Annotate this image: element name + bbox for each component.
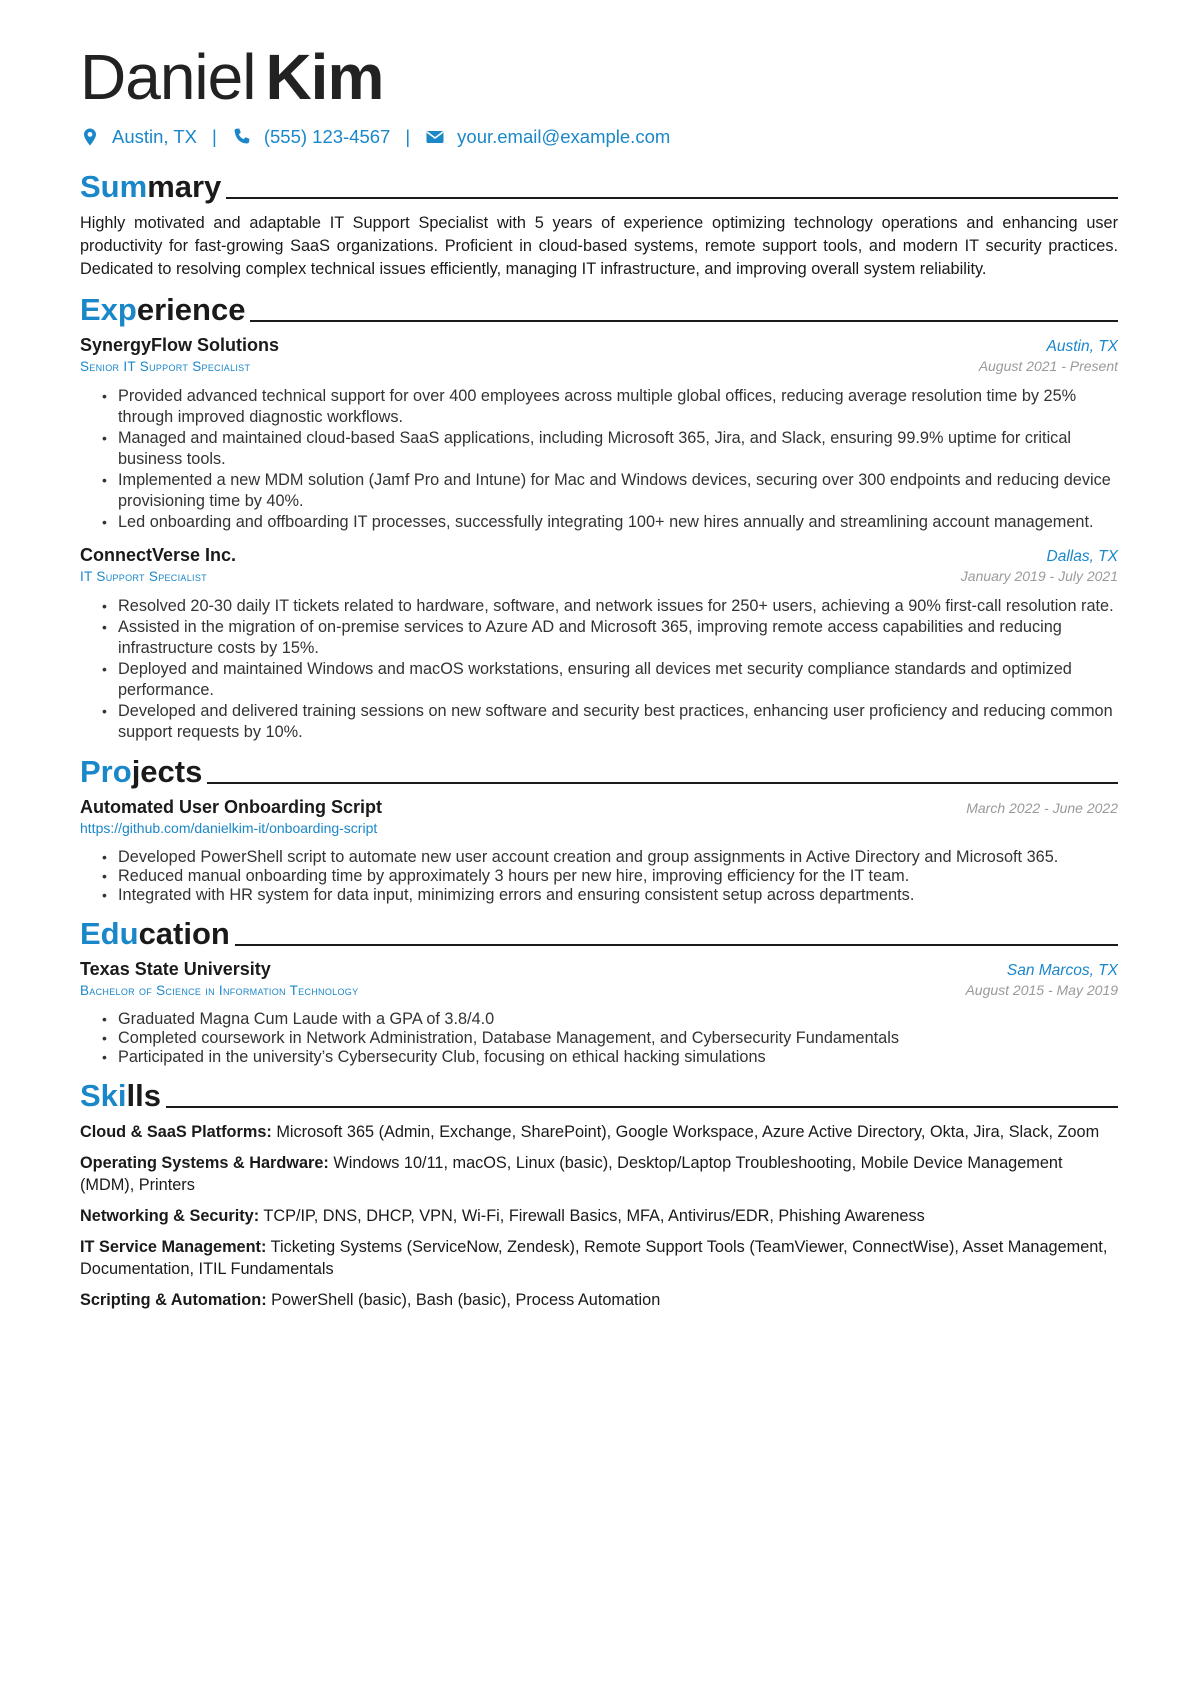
experience-entry [80,335,1118,533]
bullet-item: • Participated in the university’s Cybersecurity Club, focusing on ethical hacking simulations [118,1048,1118,1067]
skill-row [80,1289,1118,1311]
job-dates: January 2019 - July 2021 [960,568,1118,584]
bullet-item: • Managed and maintained cloud-based SaaS applications, including Microsoft 365, Jira, and Slack, ensuring 99.9% uptime for critical business tools. [118,428,1118,470]
projects-heading-accent: Pro [80,754,132,789]
project-entry [80,797,1118,905]
bullet-item: • Deployed and maintained Windows and macOS workstations, ensuring all devices met security compliance standards and optimized performance. [118,659,1118,701]
first-name: Daniel [80,41,256,113]
job-bullets [80,596,1118,743]
summary-heading-accent: Sum [80,169,148,204]
location-text: Austin, TX [112,126,198,147]
job-bullets [80,386,1118,533]
last-name: Kim [265,41,384,113]
skill-value: Microsoft 365 (Admin, Exchange, SharePoint), Google Workspace, Azure Active Directory, Okta, Jira, Slack, Zoom [276,1123,1100,1141]
bullet-item: • Implemented a new MDM solution (Jamf Pro and Intune) for Mac and Windows devices, securing over 300 endpoints and reducing device provisioning time by 40%. [118,470,1118,512]
school-location: San Marcos, TX [1006,962,1118,979]
bullet-item: • Completed coursework in Network Administration, Database Management, and Cybersecurity Fundamentals [118,1029,1118,1048]
section-heading-skills [80,1079,1118,1113]
contact-bar [80,126,1118,148]
skill-label: Networking & Security: [80,1207,260,1225]
skill-value: PowerShell (basic), Bash (basic), Process Automation [271,1291,661,1309]
section-heading-education [80,917,1118,951]
section-heading-summary [80,170,1118,204]
envelope-icon [425,127,445,147]
bullet-item: • Graduated Magna Cum Laude with a GPA of 3.8/4.0 [118,1010,1118,1029]
job-dates: August 2021 - Present [978,358,1118,374]
skill-label: Cloud & SaaS Platforms: [80,1123,272,1141]
skill-row [80,1236,1118,1280]
school-name: Texas State University [80,959,271,979]
skill-label: Operating Systems & Hardware: [80,1154,329,1172]
skill-value: Ticketing Systems (ServiceNow, Zendesk), Remote Support Tools (TeamViewer, ConnectWise), Asset Management, Documentation, ITIL Fundamentals [80,1238,1108,1278]
project-link[interactable]: https://github.com/danielkim-it/onboarding-script [80,820,378,836]
map-marker-icon [80,127,100,147]
section-rule [250,320,1118,322]
summary-heading-rest: mary [147,169,222,204]
summary-text: Highly motivated and adaptable IT Support Specialist with 5 years of experience optimizing technology operations and enhancing user productivity for fast-growing SaaS organizations. Proficient in cloud-based systems, remote support tools, and modern IT security practices. Dedicated to resolving complex technical issues efficiently, managing IT infrastructure, and improving overall system reliability. [80,214,1118,278]
skill-value: TCP/IP, DNS, DHCP, VPN, Wi-Fi, Firewall Basics, MFA, Antivirus/EDR, Phishing Awareness [263,1207,925,1225]
phone-icon [232,127,252,147]
bullet-item: • Provided advanced technical support for over 400 employees across multiple global offices, reducing average resolution time by 25% through improved diagnostic workflows. [118,386,1118,428]
section-heading-experience [80,293,1118,327]
section-heading-projects [80,755,1118,789]
job-location: Austin, TX [1046,338,1118,355]
skill-value: Windows 10/11, macOS, Linux (basic), Desktop/Laptop Troubleshooting, Mobile Device Management (MDM), Printers [80,1154,1063,1194]
education-heading-rest: cation [138,916,230,951]
bullet-item: • Integrated with HR system for data input, minimizing errors and ensuring consistent setup across departments. [118,886,1118,905]
skill-row [80,1121,1118,1143]
section-rule [207,782,1118,784]
project-dates: March 2022 - June 2022 [966,800,1118,816]
experience-heading-rest: erience [136,292,246,327]
education-bullets [80,1010,1118,1067]
job-location: Dallas, TX [1046,548,1118,565]
contact-email[interactable] [425,126,670,148]
education-entry [80,959,1118,1067]
bullet-item: • Assisted in the migration of on-premise services to Azure AD and Microsoft 365, improving remote access capabilities and reducing infrastructure costs by 15%. [118,617,1118,659]
skill-label: Scripting & Automation: [80,1291,267,1309]
experience-entry [80,545,1118,743]
contact-location [80,126,197,148]
degree-title: Bachelor of Science in Information Technology [80,983,359,998]
phone-text[interactable]: (555) 123-4567 [263,126,391,147]
bullet-item: • Developed PowerShell script to automate new user account creation and group assignments in Active Directory and Microsoft 365. [118,848,1118,867]
skills-list [80,1121,1118,1311]
email-link[interactable]: your.email@example.com [457,126,671,147]
skills-heading-accent: Ski [80,1078,127,1113]
project-bullets [80,848,1118,905]
company-name: ConnectVerse Inc. [80,545,237,565]
section-rule [226,197,1118,199]
bullet-item: • Resolved 20-30 daily IT tickets related to hardware, software, and network issues for 250+ users, achieving a 90% first-call resolution rate. [118,596,1118,617]
project-title: Automated User Onboarding Script [80,797,383,817]
bullet-item: • Led onboarding and offboarding IT processes, successfully integrating 100+ new hires annually and streamlining account management. [118,512,1118,533]
education-dates: August 2015 - May 2019 [965,982,1118,998]
section-rule [235,944,1118,946]
skill-row [80,1152,1118,1196]
job-title: IT Support Specialist [80,569,207,584]
experience-heading-accent: Exp [80,292,137,327]
education-heading-accent: Edu [80,916,139,951]
contact-phone[interactable] [232,126,391,148]
company-name: SynergyFlow Solutions [80,335,280,355]
contact-separator: | [212,126,217,147]
skill-label: IT Service Management: [80,1238,267,1256]
skills-heading-rest: lls [126,1078,161,1113]
contact-separator: | [405,126,411,147]
bullet-item: • Developed and delivered training sessions on new software and security best practices, enhancing user proficiency and reducing common support requests by 10%. [118,701,1118,743]
candidate-name [80,40,1118,114]
job-title: Senior IT Support Specialist [80,359,251,374]
section-rule [166,1106,1118,1108]
projects-heading-rest: jects [131,754,203,789]
bullet-item: • Reduced manual onboarding time by approximately 3 hours per new hire, improving efficiency for the IT team. [118,867,1118,886]
skill-row [80,1205,1118,1227]
